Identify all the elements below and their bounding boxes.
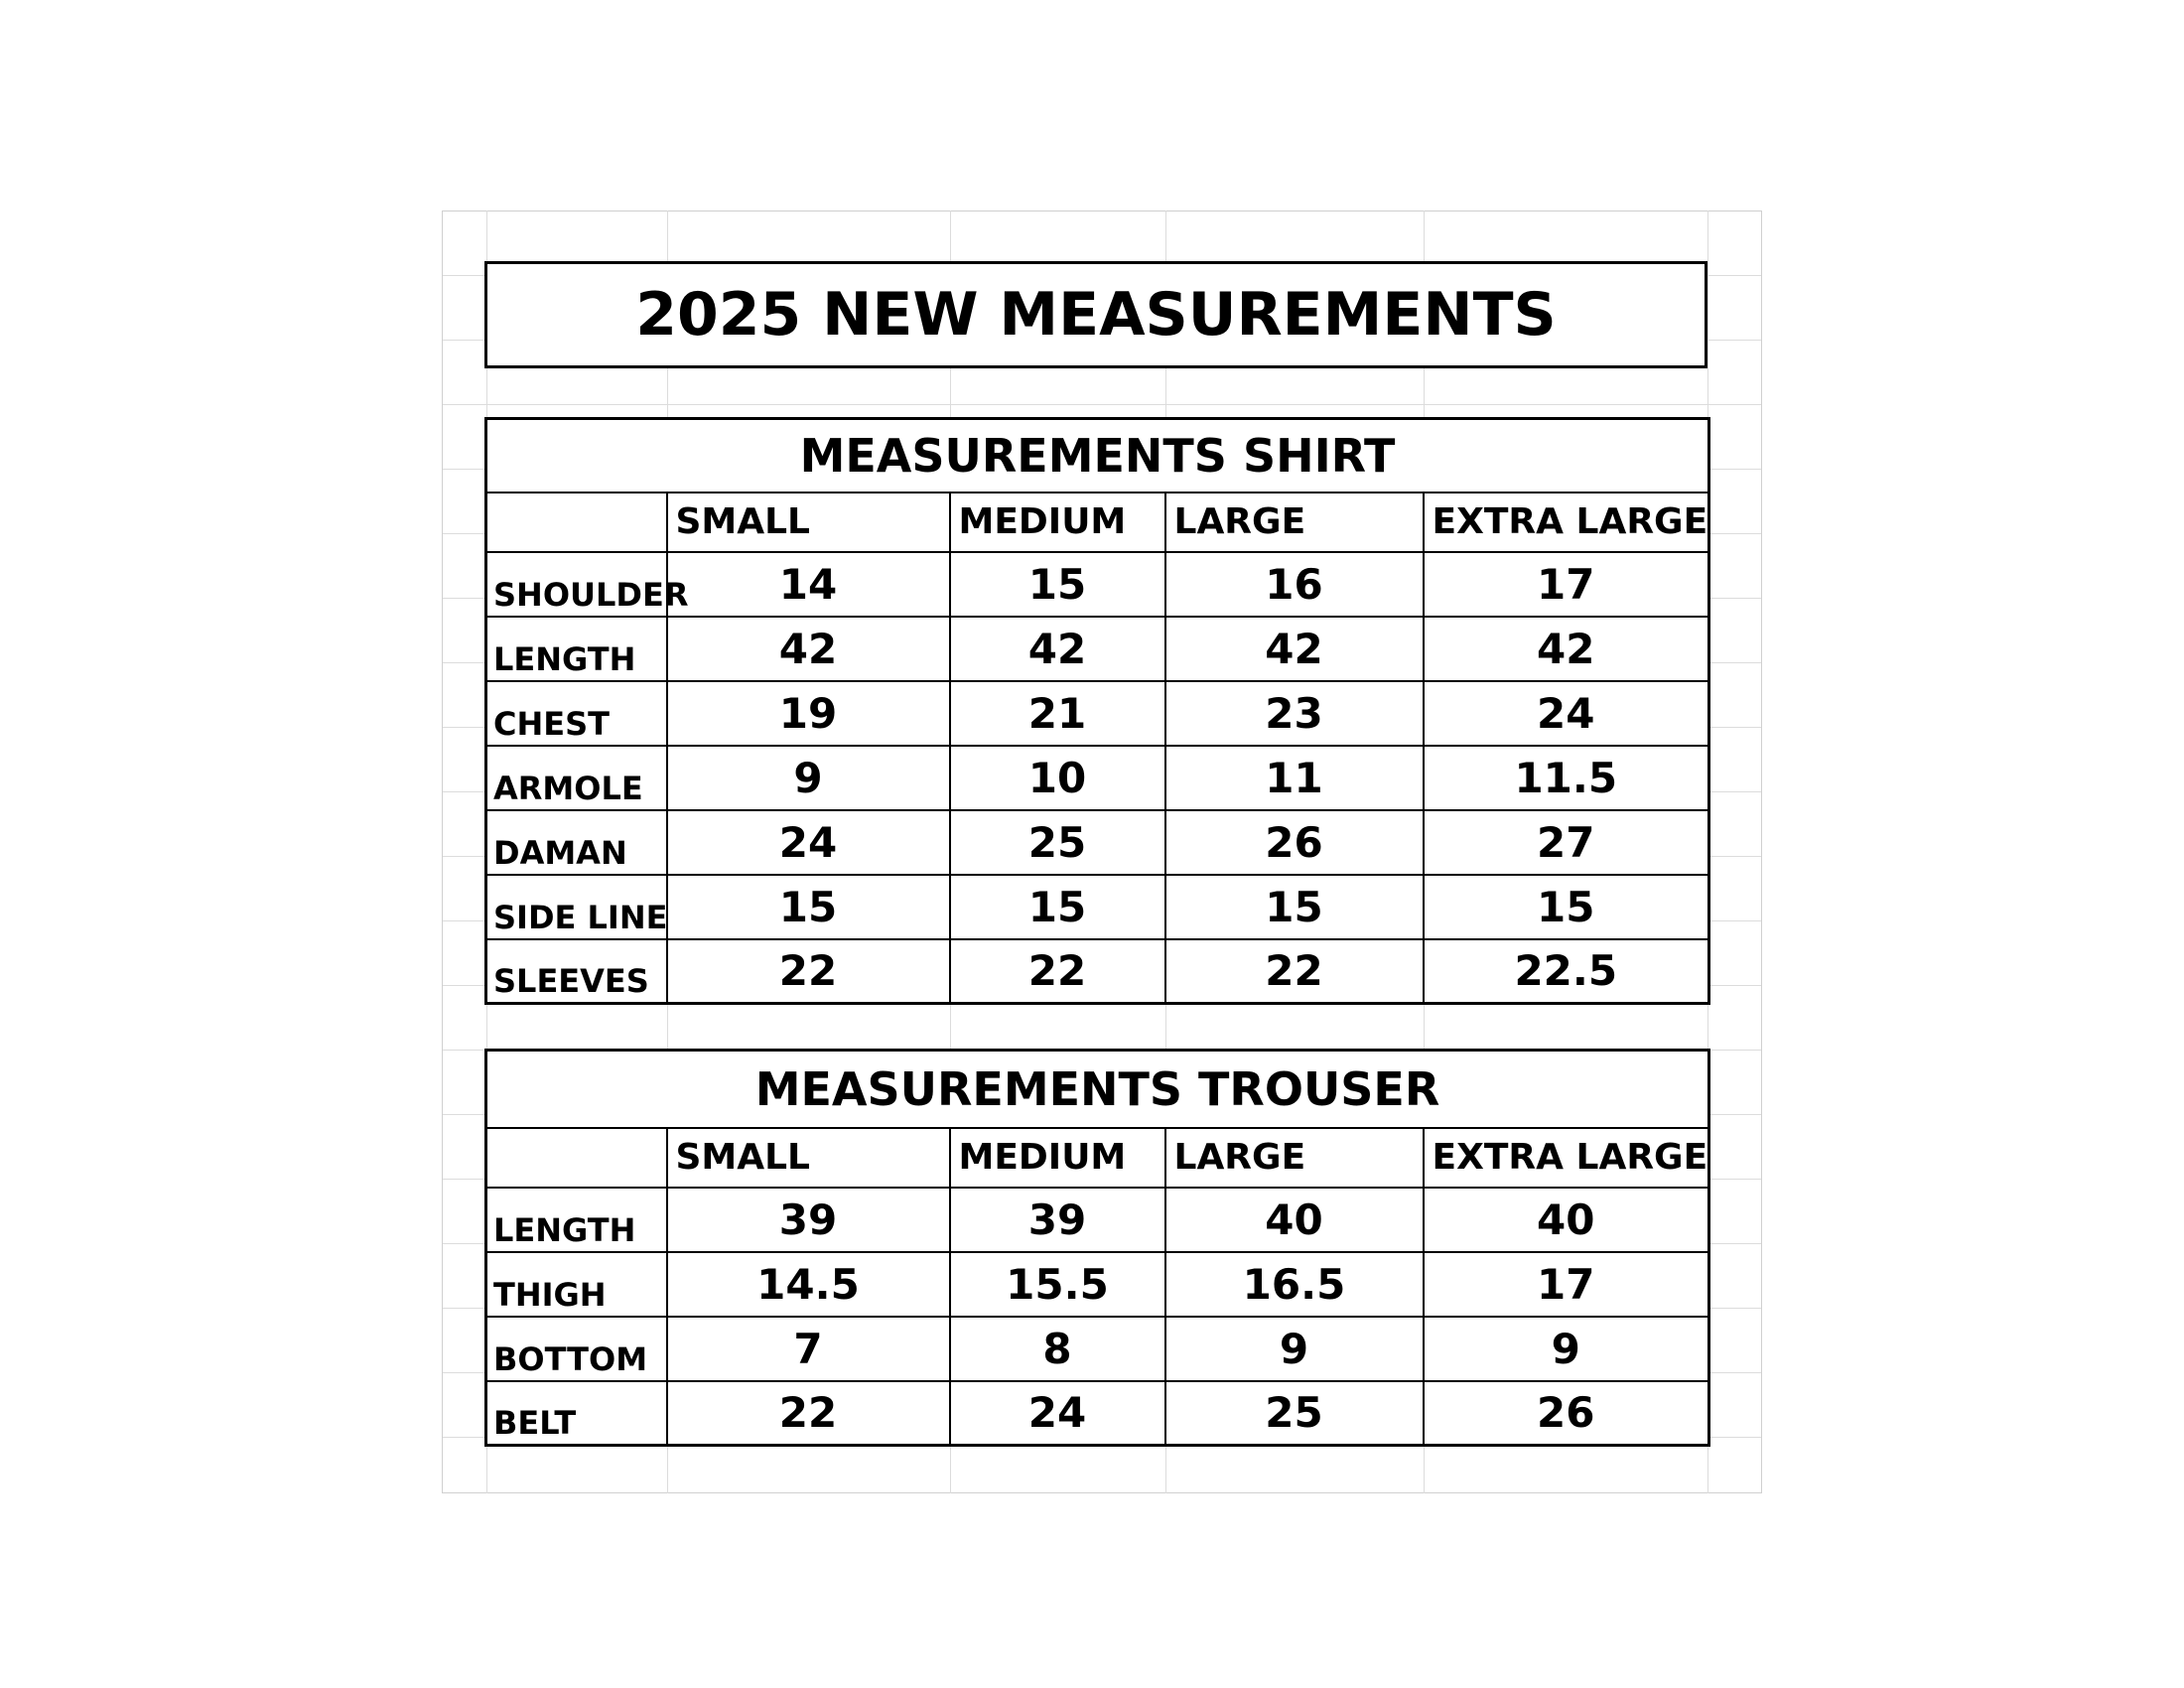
table-cell: 15 — [1424, 875, 1709, 939]
table-cell: 23 — [1165, 681, 1424, 746]
table-cell: 17 — [1424, 1252, 1709, 1317]
column-header-large: LARGE — [1165, 492, 1424, 552]
table-cell: 42 — [1424, 617, 1709, 681]
table-row — [486, 875, 1709, 939]
column-header-small: SMALL — [667, 492, 950, 552]
table-cell: 24 — [667, 810, 950, 875]
table-cell: 15 — [1165, 875, 1424, 939]
table-cell: 22 — [950, 939, 1165, 1004]
row-label: DAMAN — [486, 810, 667, 875]
table-cell: 26 — [1424, 1381, 1709, 1446]
table-cell: 15.5 — [950, 1252, 1165, 1317]
table-cell: 26 — [1165, 810, 1424, 875]
table-row — [486, 746, 1709, 810]
table-cell: 16.5 — [1165, 1252, 1424, 1317]
table-cell: 9 — [1165, 1317, 1424, 1381]
table-cell: 42 — [667, 617, 950, 681]
table-cell: 11.5 — [1424, 746, 1709, 810]
table-row — [486, 1252, 1709, 1317]
row-label: BOTTOM — [486, 1317, 667, 1381]
table-cell: 27 — [1424, 810, 1709, 875]
table-cell: 25 — [950, 810, 1165, 875]
table-cell: 42 — [1165, 617, 1424, 681]
page-title: 2025 NEW MEASUREMENTS — [635, 280, 1557, 350]
table-row — [486, 552, 1709, 617]
table-cell: 39 — [667, 1188, 950, 1252]
table-cell: 17 — [1424, 552, 1709, 617]
table-cell: 25 — [1165, 1381, 1424, 1446]
trouser-table-caption: MEASUREMENTS TROUSER — [486, 1051, 1709, 1128]
row-label: SLEEVES — [486, 939, 667, 1004]
table-row — [486, 617, 1709, 681]
shirt-table-caption: MEASUREMENTS SHIRT — [486, 419, 1709, 492]
table-cell: 39 — [950, 1188, 1165, 1252]
table-row — [486, 1317, 1709, 1381]
table-cell: 9 — [667, 746, 950, 810]
table-cell: 21 — [950, 681, 1165, 746]
row-label: SIDE LINE — [486, 875, 667, 939]
row-label: LENGTH — [486, 1188, 667, 1252]
row-label: CHEST — [486, 681, 667, 746]
shirt-measurements-table — [484, 417, 1710, 1005]
table-row — [486, 681, 1709, 746]
table-cell: 22.5 — [1424, 939, 1709, 1004]
header-empty-cell — [486, 492, 667, 552]
row-label: BELT — [486, 1381, 667, 1446]
column-header-medium: MEDIUM — [950, 492, 1165, 552]
table-cell: 15 — [950, 552, 1165, 617]
column-header-extra-large: EXTRA LARGE — [1424, 1128, 1709, 1188]
table-row — [486, 939, 1709, 1004]
column-header-large: LARGE — [1165, 1128, 1424, 1188]
table-cell: 7 — [667, 1317, 950, 1381]
trouser-measurements-table — [484, 1049, 1710, 1447]
table-cell: 16 — [1165, 552, 1424, 617]
table-cell: 11 — [1165, 746, 1424, 810]
table-cell: 24 — [950, 1381, 1165, 1446]
row-label: ARMOLE — [486, 746, 667, 810]
table-cell: 10 — [950, 746, 1165, 810]
row-label: LENGTH — [486, 617, 667, 681]
table-cell: 8 — [950, 1317, 1165, 1381]
table-cell: 24 — [1424, 681, 1709, 746]
table-cell: 40 — [1424, 1188, 1709, 1252]
title-box — [484, 261, 1707, 368]
table-cell: 15 — [667, 875, 950, 939]
header-empty-cell — [486, 1128, 667, 1188]
table-cell: 14.5 — [667, 1252, 950, 1317]
column-header-medium: MEDIUM — [950, 1128, 1165, 1188]
table-cell: 14 — [667, 552, 950, 617]
table-cell: 9 — [1424, 1317, 1709, 1381]
row-label: THIGH — [486, 1252, 667, 1317]
table-row — [486, 1188, 1709, 1252]
column-header-small: SMALL — [667, 1128, 950, 1188]
table-cell: 22 — [667, 1381, 950, 1446]
row-label: SHOULDER — [486, 552, 667, 617]
table-cell: 15 — [950, 875, 1165, 939]
table-cell: 19 — [667, 681, 950, 746]
table-cell: 22 — [1165, 939, 1424, 1004]
table-row — [486, 1381, 1709, 1446]
table-cell: 22 — [667, 939, 950, 1004]
table-row — [486, 810, 1709, 875]
table-cell: 42 — [950, 617, 1165, 681]
table-cell: 40 — [1165, 1188, 1424, 1252]
column-header-extra-large: EXTRA LARGE — [1424, 492, 1709, 552]
